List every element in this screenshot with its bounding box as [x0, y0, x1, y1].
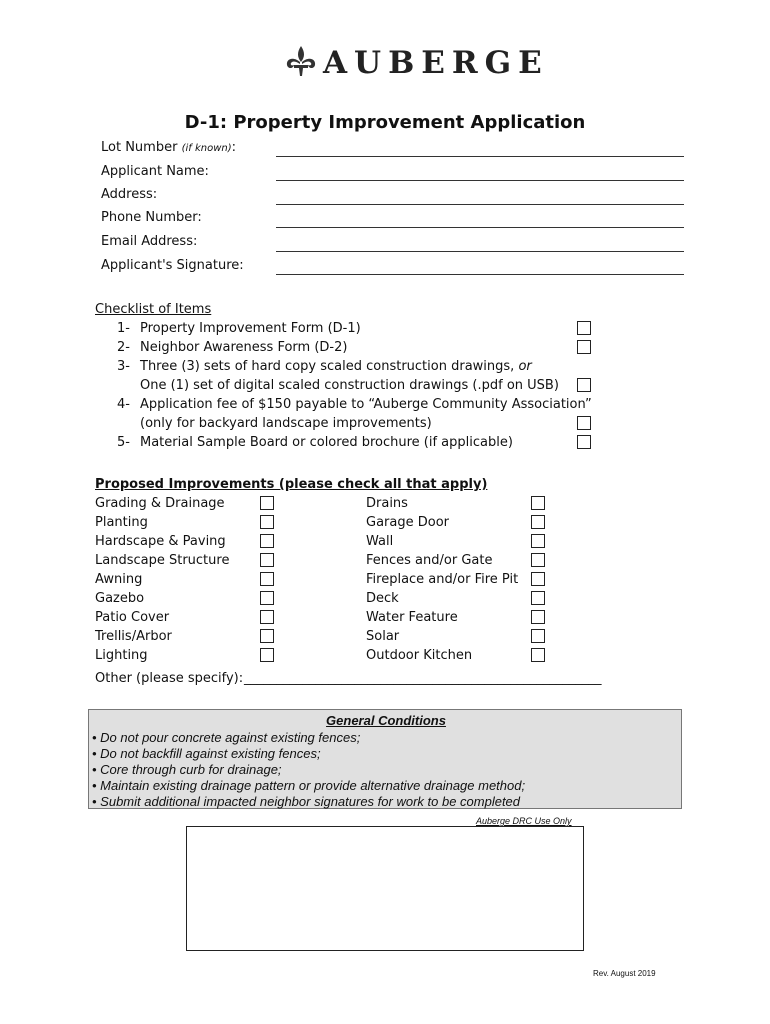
condition-item: • Maintain existing drainage pattern or provide alternative drainage method; — [92, 778, 526, 793]
improvement-label-right: Garage Door — [366, 515, 449, 530]
improvement-label-right: Outdoor Kitchen — [366, 648, 473, 663]
phone-number-label: Phone Number: — [101, 210, 202, 225]
condition-item: • Do not pour concrete against existing fences; — [92, 730, 361, 745]
drc-use-only-label: Auberge DRC Use Only — [476, 816, 572, 826]
improvement-checkbox-left[interactable] — [260, 648, 274, 662]
improvement-label-right: Fences and/or Gate — [366, 553, 493, 568]
email-address-label: Email Address: — [101, 234, 198, 249]
condition-item: • Submit additional impacted neighbor signatures for work to be completed — [92, 794, 521, 809]
improvement-checkbox-left[interactable] — [260, 629, 274, 643]
checklist-item-5-checkbox[interactable] — [577, 435, 591, 449]
checklist-item-3-alt-text: One (1) set of digital scaled construction drawings (.pdf on USB) — [140, 378, 559, 393]
checklist-item-5-text: Material Sample Board or colored brochure (if applicable) — [140, 435, 513, 450]
checklist-item-4-text: Application fee of $150 payable to “Auberge Community Association” — [140, 397, 592, 412]
fleur-de-lis-icon — [283, 44, 319, 78]
improvement-checkbox-right[interactable] — [531, 515, 545, 529]
improvement-checkbox-left[interactable] — [260, 534, 274, 548]
signature-field[interactable] — [276, 274, 684, 275]
other-specify-label: Other (please specify): — [95, 671, 244, 686]
improvement-label-right: Wall — [366, 534, 394, 549]
improvement-checkbox-left[interactable] — [260, 572, 274, 586]
improvement-checkbox-left[interactable] — [260, 553, 274, 567]
improvement-label-right: Water Feature — [366, 610, 458, 625]
phone-number-field[interactable] — [276, 227, 684, 228]
improvement-label-right: Fireplace and/or Fire Pit — [366, 572, 519, 587]
address-label: Address: — [101, 187, 158, 202]
lot-number-label: Lot Number (if known): — [101, 140, 236, 155]
logo-wordmark: AUBERGE — [323, 45, 549, 81]
improvement-label-right: Solar — [366, 629, 400, 644]
condition-item: • Do not backfill against existing fences; — [92, 746, 321, 761]
signature-label: Applicant's Signature: — [101, 258, 244, 273]
general-conditions-box — [88, 709, 682, 809]
checklist-heading: Checklist of Items — [95, 302, 212, 317]
checklist-item-4-checkbox[interactable] — [577, 416, 591, 430]
condition-item: • Core through curb for drainage; — [92, 762, 282, 777]
general-conditions-title: General Conditions — [326, 713, 446, 728]
applicant-name-label: Applicant Name: — [101, 164, 209, 179]
drc-use-only-box[interactable] — [186, 826, 584, 951]
other-specify-field[interactable]: _______________________________________________________ — [244, 671, 602, 686]
improvement-checkbox-left[interactable] — [260, 591, 274, 605]
lot-number-field[interactable] — [276, 156, 684, 157]
improvement-label-left: Patio Cover — [95, 610, 170, 625]
improvement-checkbox-right[interactable] — [531, 572, 545, 586]
improvement-label-left: Landscape Structure — [95, 553, 230, 568]
improvements-heading: Proposed Improvements (please check all that apply) — [95, 477, 488, 492]
checklist-item-3-number: 3- — [117, 359, 130, 374]
checklist-item-2-text: Neighbor Awareness Form (D-2) — [140, 340, 348, 355]
improvement-checkbox-right[interactable] — [531, 534, 545, 548]
improvement-label-left: Grading & Drainage — [95, 496, 225, 511]
improvement-checkbox-right[interactable] — [531, 610, 545, 624]
address-field[interactable] — [276, 204, 684, 205]
improvement-label-left: Lighting — [95, 648, 148, 663]
applicant-name-field[interactable] — [276, 180, 684, 181]
checklist-item-1-checkbox[interactable] — [577, 321, 591, 335]
checklist-item-3-text: Three (3) sets of hard copy scaled construction drawings, or — [140, 359, 532, 374]
form-title: D-1: Property Improvement Application — [184, 112, 586, 133]
checklist-item-1-text: Property Improvement Form (D-1) — [140, 321, 361, 336]
auberge-logo — [283, 42, 549, 82]
improvement-label-left: Gazebo — [95, 591, 145, 606]
checklist-item-4-note: (only for backyard landscape improvements) — [140, 416, 432, 431]
improvement-checkbox-right[interactable] — [531, 496, 545, 510]
improvement-checkbox-right[interactable] — [531, 629, 545, 643]
checklist-item-4-number: 4- — [117, 397, 130, 412]
improvement-checkbox-left[interactable] — [260, 515, 274, 529]
improvement-label-left: Trellis/Arbor — [95, 629, 172, 644]
email-address-field[interactable] — [276, 251, 684, 252]
improvement-checkbox-left[interactable] — [260, 496, 274, 510]
improvement-label-left: Hardscape & Paving — [95, 534, 226, 549]
improvement-label-left: Awning — [95, 572, 143, 587]
checklist-item-2-number: 2- — [117, 340, 130, 355]
checklist-item-5-number: 5- — [117, 435, 130, 450]
improvement-label-left: Planting — [95, 515, 148, 530]
improvement-checkbox-right[interactable] — [531, 553, 545, 567]
improvement-label-right: Deck — [366, 591, 399, 606]
checklist-item-2-checkbox[interactable] — [577, 340, 591, 354]
improvement-label-right: Drains — [366, 496, 408, 511]
improvement-checkbox-right[interactable] — [531, 591, 545, 605]
revision-date: Rev. August 2019 — [593, 969, 656, 978]
improvement-checkbox-left[interactable] — [260, 610, 274, 624]
improvement-checkbox-right[interactable] — [531, 648, 545, 662]
checklist-item-3-checkbox[interactable] — [577, 378, 591, 392]
checklist-item-1-number: 1- — [117, 321, 130, 336]
